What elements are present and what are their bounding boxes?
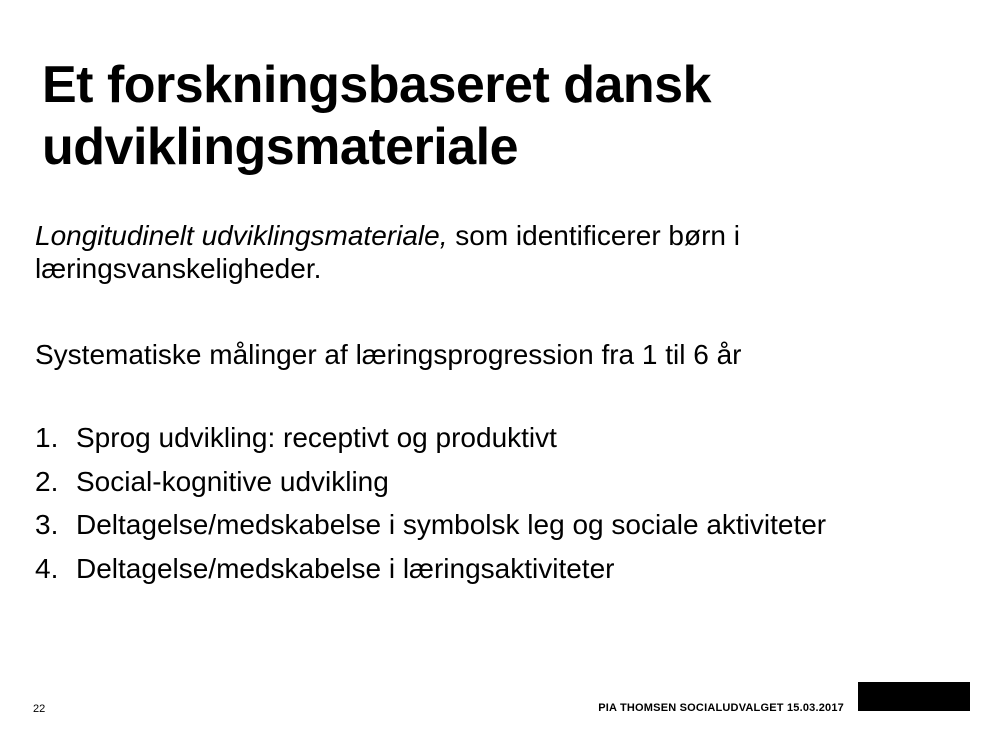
- intro-text-line-2: læringsvanskeligheder.: [35, 253, 322, 284]
- list-item: [35, 508, 975, 552]
- page-number: 22: [33, 703, 46, 715]
- list-item: [35, 465, 975, 509]
- footer-black-block: [858, 682, 970, 711]
- measurement-paragraph: Systematiske målinger af læringsprogression fra 1 til 6 år: [35, 339, 742, 370]
- list-item-text: Sprog udvikling: receptivt og produktivt: [76, 422, 557, 453]
- slide-title-line-1: Et forskningsbaseret dansk: [42, 56, 711, 114]
- footer-text: PIA THOMSEN SOCIALUDVALGET 15.03.2017: [598, 702, 844, 714]
- list-item: [35, 421, 975, 465]
- numbered-list: [35, 421, 975, 595]
- list-item-text: Social-kognitive udvikling: [76, 465, 389, 497]
- intro-italic-text: Longitudinelt udviklingsmateriale,: [35, 220, 448, 251]
- list-item-text: Deltagelse/medskabelse i symbolsk leg og sociale aktiviteter: [76, 509, 827, 540]
- slide-title-line-2: udviklingsmateriale: [42, 118, 519, 176]
- slide-title: [42, 54, 942, 178]
- slide-body: [35, 219, 975, 595]
- list-item-text: Deltagelse/medskabelse i læringsaktiviteter: [76, 552, 615, 584]
- list-item-number: 1.: [35, 422, 59, 453]
- list-item: [35, 552, 975, 596]
- intro-text-line-1: som identificerer børn i: [447, 220, 741, 251]
- list-item-number: 4.: [35, 552, 59, 584]
- list-item-number: 2.: [35, 465, 59, 497]
- list-item-number: 3.: [35, 509, 59, 540]
- intro-paragraph: [35, 219, 975, 285]
